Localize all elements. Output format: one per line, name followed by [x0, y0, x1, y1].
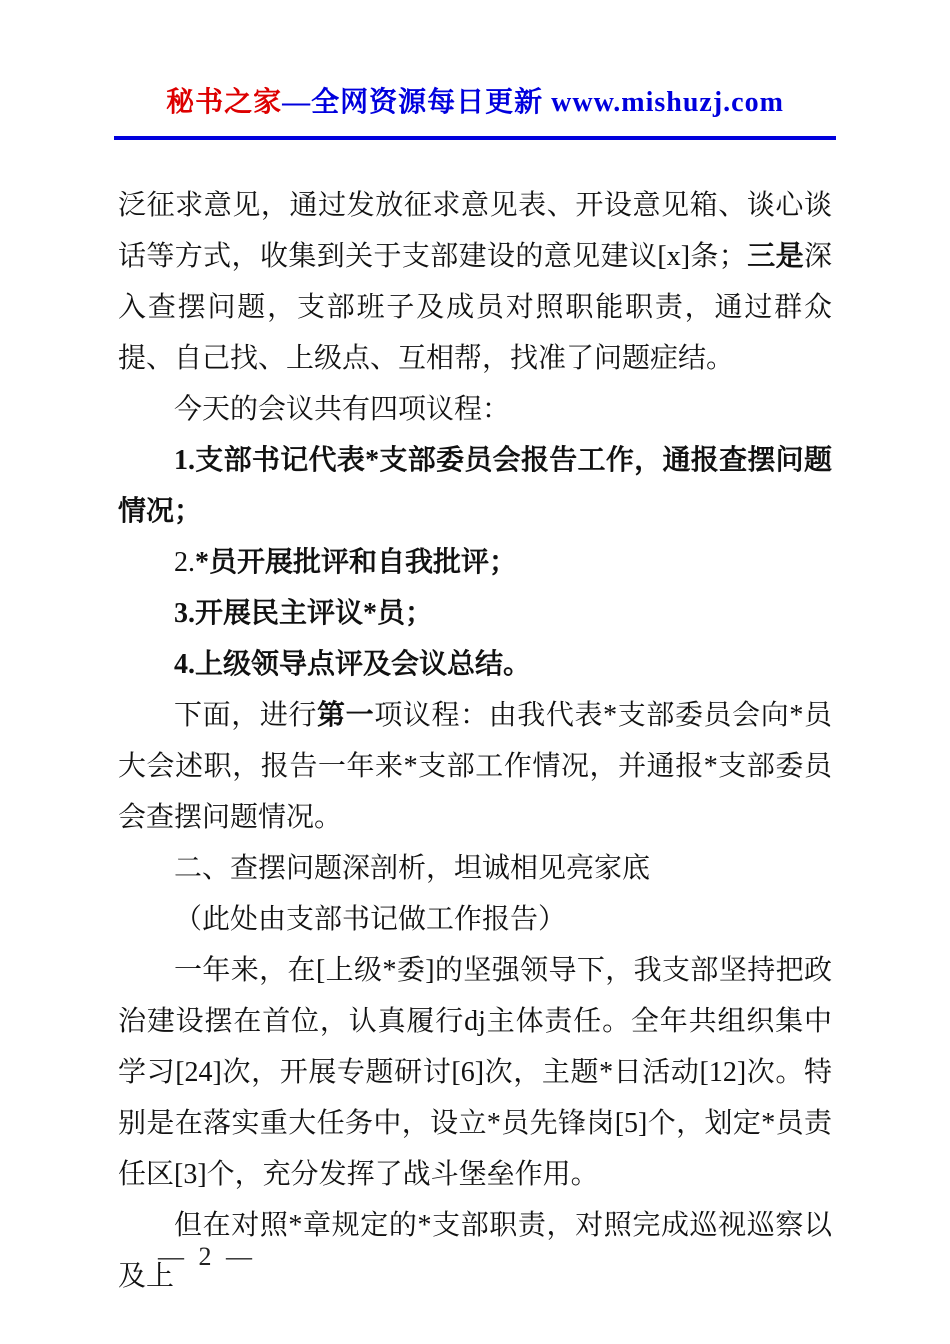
header-tagline: —全网资源每日更新 — [282, 87, 552, 118]
page-number: — 2 — — [158, 1242, 256, 1271]
text-run: 项议程：由我代表*支部委员会向*员大会述职，报告一年来*支部工作情况，并通报*支部委员会查摆问题情况。 — [118, 700, 832, 833]
text-run: （此处由支部书记做工作报告） — [174, 904, 567, 935]
header-url: www.mishuzj.com — [551, 87, 784, 118]
page-header — [0, 0, 950, 120]
text-run: 二、查摆问题深剖析，坦诚相见亮家底 — [174, 853, 651, 884]
text-run: 深入查摆问题，支部班子及成员对照职能职责，通过群众提、自己找、上级点、互相帮，找准了问题症结。 — [118, 241, 832, 374]
paragraph — [118, 945, 832, 1200]
paragraph — [118, 894, 832, 945]
text-run: 2. — [174, 547, 195, 578]
text-run: 今天的会议共有四项议程： — [174, 394, 511, 425]
text-run-bold: 三是 — [746, 241, 804, 272]
text-run-bold: 1.支部书记代表*支部委员会报告工作，通报查摆问题情况； — [118, 445, 832, 527]
text-run: 一年来，在[上级*委]的坚强领导下，我支部坚持把政治建设摆在首位，认真履行dj主体责任。全年共组织集中学习[24]次，开展专题研讨[6]次，主题*日活动[12]次。特别是在落实重大任务中，设立*员先锋岗[5]个，划定*员责任区[3]个，充分发挥了战斗堡垒作用。 — [118, 955, 832, 1190]
header-divider — [114, 136, 836, 140]
paragraph — [118, 384, 832, 435]
text-run-bold: 4.上级领导点评及会议总结。 — [174, 649, 532, 680]
paragraph — [118, 690, 832, 843]
paragraph — [118, 180, 832, 384]
page-footer — [158, 1242, 256, 1272]
text-run-bold: *员开展批评和自我批评； — [195, 547, 518, 578]
paragraph — [118, 639, 832, 690]
paragraph — [118, 588, 832, 639]
text-run: 泛征求意见，通过发放征求意见表、开设意见箱、谈心谈话等方式，收集到关于支部建设的意见建议[x]条； — [118, 190, 832, 272]
text-run-bold: 3.开展民主评议*员； — [174, 598, 434, 629]
paragraph — [118, 843, 832, 894]
text-run-bold: 第一 — [317, 700, 375, 731]
brand-text: 秘书之家 — [166, 87, 283, 118]
document-body — [118, 180, 832, 1302]
paragraph — [118, 435, 832, 537]
text-run: 下面，进行 — [174, 700, 318, 731]
paragraph — [118, 537, 832, 588]
text-run: 但在对照*章规定的*支部职责，对照完成巡视巡察以及上 — [118, 1210, 832, 1292]
